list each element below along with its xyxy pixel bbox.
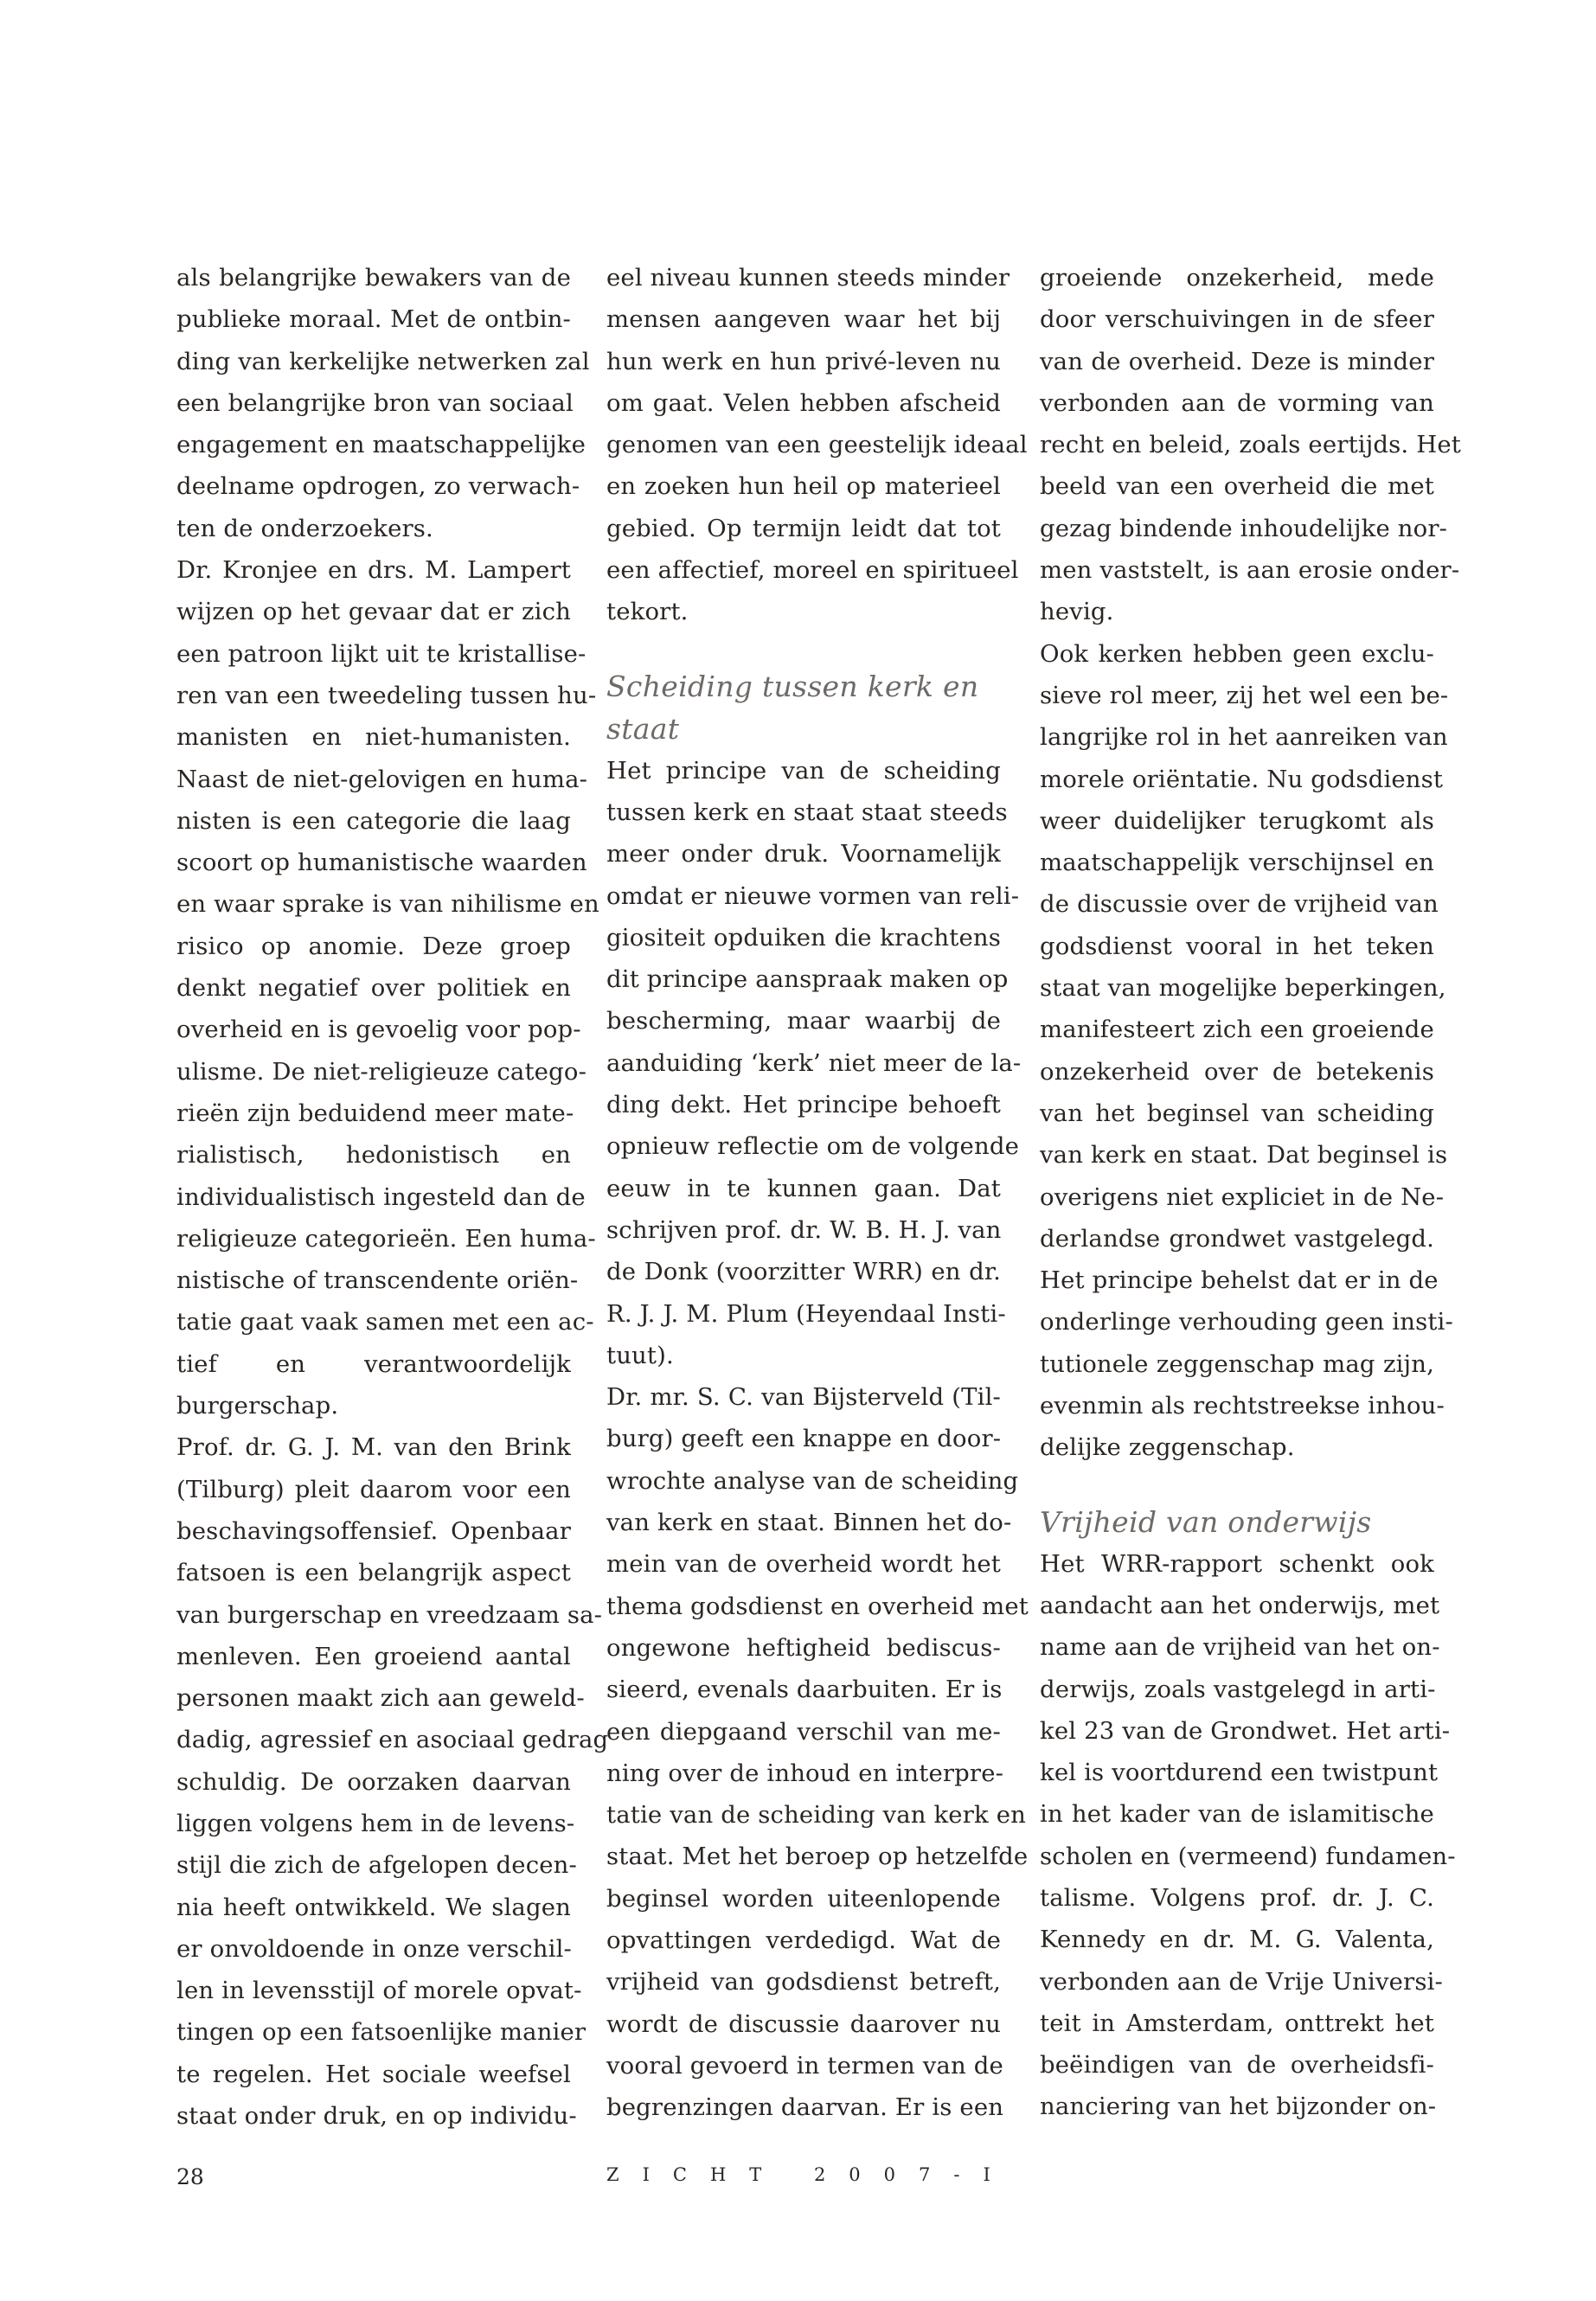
text-line: een diepgaand verschil van me-: [606, 1717, 1001, 1746]
section-heading: [1040, 1501, 1434, 1543]
text-line: mensen aangeven waar het bij: [606, 305, 1001, 334]
paragraph: [176, 257, 590, 549]
text-line: men vaststelt, is aan erosie onder-: [1040, 556, 1460, 585]
paragraph: [606, 1376, 1029, 2128]
text-line: dadig, agressief en asociaal gedrag: [176, 1726, 609, 1754]
text-line: tussen kerk en staat staat steeds: [606, 798, 1008, 826]
text-line: vooral gevoerd in termen van de: [606, 2051, 1003, 2080]
text-line: begrenzingen daarvan. Er is een: [606, 2093, 1004, 2122]
text-line: beschavingsoffensief. Openbaar: [176, 1516, 571, 1545]
text-line: dit principe aanspraak maken op: [606, 965, 1009, 994]
text-line: evenmin als rechtstreekse inhou-: [1040, 1392, 1445, 1420]
text-line: tatie gaat vaak samen met een ac-: [176, 1308, 594, 1336]
text-line: fatsoen is een belangrijk aspect: [176, 1559, 571, 1587]
text-line: derlandse grondwet vastgelegd.: [1040, 1224, 1434, 1253]
text-line: ulisme. De niet-religieuze catego-: [176, 1057, 587, 1086]
text-line: manisten en niet-humanisten.: [176, 723, 571, 752]
text-line: om gaat. Velen hebben afscheid: [606, 388, 1001, 417]
text-line: burg) geeft een knappe en door-: [606, 1425, 1002, 1453]
text-line: hun werk en hun privé-leven nu: [606, 347, 1001, 375]
text-line: staat. Met het beroep op hetzelfde: [606, 1843, 1029, 1871]
text-line: nanciering van het bijzonder on-: [1040, 2093, 1437, 2121]
text-line: sieerd, evenals daarbuiten. Er is: [606, 1676, 1003, 1704]
text-line: publieke moraal. Met de ontbin-: [176, 305, 571, 334]
paragraph: [1040, 633, 1453, 1469]
text-line: thema godsdienst en overheid met: [606, 1592, 1029, 1620]
text-line: Het principe van de scheiding: [606, 756, 1001, 785]
paragraph: [176, 1426, 609, 2137]
text-line: scholen en (vermeend) fundamen-: [1040, 1842, 1456, 1870]
text-line: beginsel worden uiteenlopende: [606, 1884, 1001, 1913]
text-line: tingen op een fatsoenlijke manier: [176, 2018, 586, 2047]
text-column-3: [1040, 257, 1461, 2128]
text-line: Naast de niet-gelovigen en huma-: [176, 765, 588, 793]
paragraph: [176, 549, 599, 1426]
text-line: verbonden aan de Vrije Universi-: [1040, 1967, 1444, 1996]
text-line: burgerschap.: [176, 1392, 339, 1420]
text-line: religieuze categorieën. Een huma-: [176, 1224, 596, 1253]
text-line: engagement en maatschappelijke: [176, 431, 586, 459]
text-line: onderlinge verhouding geen insti-: [1040, 1308, 1453, 1336]
text-line: omdat er nieuwe vormen van reli-: [606, 881, 1020, 910]
text-line: risico op anomie. Deze groep: [176, 932, 571, 960]
text-line: en zoeken hun heil op materieel: [606, 472, 1001, 501]
text-line: ding dekt. Het principe behoeft: [606, 1091, 1001, 1119]
text-line: Dr. Kronjee en drs. M. Lampert: [176, 556, 571, 585]
text-line: als belangrijke bewakers van de: [176, 264, 571, 292]
text-line: Ook kerken hebben geen exclu-: [1040, 639, 1434, 668]
text-line: weer duidelijker terugkomt als: [1040, 806, 1434, 835]
text-line: staat van mogelijke beperkingen,: [1040, 974, 1446, 1003]
section-heading-line: staat: [606, 711, 680, 746]
text-line: Kennedy en dr. M. G. Valenta,: [1040, 1926, 1434, 1954]
text-line: groeiende onzekerheid, mede: [1040, 264, 1434, 292]
text-line: een belangrijke bron van sociaal: [176, 388, 574, 417]
text-line: de Donk (voorzitter WRR) en dr.: [606, 1258, 1001, 1286]
text-line: liggen volgens hem in de levens-: [176, 1809, 575, 1837]
section-heading: [606, 665, 1001, 750]
text-line: in het kader van de islamitische: [1040, 1800, 1434, 1829]
text-line: gezag bindende inhoudelijke nor-: [1040, 514, 1448, 542]
text-line: hevig.: [1040, 598, 1114, 626]
text-line: morele oriëntatie. Nu godsdienst: [1040, 765, 1444, 793]
text-line: personen maakt zich aan geweld-: [176, 1684, 585, 1713]
text-line: opnieuw reflectie om de volgende: [606, 1132, 1020, 1161]
text-line: manifesteert zich een groeiende: [1040, 1016, 1434, 1044]
text-line: wordt de discussie daarover nu: [606, 2009, 1001, 2038]
page-number: 28: [176, 2164, 204, 2189]
text-line: staat onder druk, en op individu-: [176, 2102, 577, 2131]
text-line: nisten is een categorie die laag: [176, 806, 571, 835]
text-line: sieve rol meer, zij het wel een be-: [1040, 681, 1449, 709]
text-line: van burgerschap en vreedzaam sa-: [176, 1600, 603, 1629]
text-line: langrijke rol in het aanreiken van: [1040, 723, 1448, 752]
text-line: beëindigen van de overheidsfi-: [1040, 2051, 1434, 2080]
text-column-2: [606, 257, 1029, 2128]
paragraph: [606, 750, 1022, 1376]
text-line: denkt negatief over politiek en: [176, 974, 571, 1003]
text-line: een affectief, moreel en spiritueel: [606, 556, 1019, 585]
text-line: scoort op humanistische waarden: [176, 849, 587, 877]
text-line: talisme. Volgens prof. dr. J. C.: [1040, 1883, 1434, 1912]
text-line: giositeit opduiken die krachtens: [606, 923, 1001, 952]
text-line: Dr. mr. S. C. van Bijsterveld (Til-: [606, 1383, 1001, 1412]
paragraph: [606, 257, 1028, 633]
text-line: eeuw in te kunnen gaan. Dat: [606, 1174, 1001, 1202]
text-line: opvattingen verdedigd. Wat de: [606, 1926, 1001, 1954]
text-line: tuut).: [606, 1341, 674, 1369]
text-line: tatie van de scheiding van kerk en: [606, 1801, 1027, 1830]
text-line: teit in Amsterdam, onttrekt het: [1040, 2009, 1434, 2037]
text-line: stijl die zich de afgelopen decen-: [176, 1851, 577, 1880]
text-line: de discussie over de vrijheid van: [1040, 890, 1439, 919]
text-line: tief en verantwoordelijk: [176, 1349, 571, 1378]
text-line: recht en beleid, zoals eertijds. Het: [1040, 431, 1461, 459]
paragraph: [1040, 1543, 1456, 2128]
text-line: aanduiding ‘kerk’ niet meer de la-: [606, 1048, 1022, 1077]
text-line: maatschappelijk verschijnsel en: [1040, 849, 1434, 877]
paragraph: [1040, 257, 1461, 633]
text-line: van de overheid. Deze is minder: [1040, 347, 1434, 375]
text-line: delijke zeggenschap.: [1040, 1433, 1295, 1462]
text-line: ten de onderzoekers.: [176, 514, 433, 542]
text-line: rialistisch, hedonistisch en: [176, 1141, 571, 1170]
text-line: Het WRR-rapport schenkt ook: [1040, 1549, 1434, 1578]
text-line: beeld van een overheid die met: [1040, 472, 1434, 501]
text-line: Prof. dr. G. J. M. van den Brink: [176, 1433, 571, 1462]
text-line: individualistisch ingesteld dan de: [176, 1183, 586, 1211]
text-line: wrochte analyse van de scheiding: [606, 1466, 1019, 1495]
text-line: van kerk en staat. Binnen het do-: [606, 1509, 1012, 1537]
text-line: kel is voortdurend een twistpunt: [1040, 1759, 1439, 1787]
text-line: Het principe behelst dat er in de: [1040, 1266, 1439, 1295]
text-line: overigens niet expliciet in de Ne-: [1040, 1183, 1445, 1211]
text-line: kel 23 van de Grondwet. Het arti-: [1040, 1716, 1451, 1745]
text-line: onzekerheid over de betekenis: [1040, 1057, 1434, 1086]
section-heading-line: Scheiding tussen kerk en: [606, 669, 979, 703]
text-line: menleven. Een groeiend aantal: [176, 1642, 571, 1670]
text-line: meer onder druk. Voornamelijk: [606, 840, 1001, 868]
text-line: (Tilburg) pleit daarom voor een: [176, 1475, 571, 1503]
text-line: eel niveau kunnen steeds minder: [606, 264, 1010, 292]
text-line: ren van een tweedeling tussen hu-: [176, 681, 597, 709]
text-line: verbonden aan de vorming van: [1040, 388, 1434, 417]
text-line: R. J. J. M. Plum (Heyendaal Insti-: [606, 1299, 1006, 1328]
text-line: ding van kerkelijke netwerken zal: [176, 347, 590, 375]
text-line: gebied. Op termijn leidt dat tot: [606, 514, 1001, 542]
text-column-1: [176, 257, 609, 2137]
text-line: mein van de overheid wordt het: [606, 1550, 1001, 1579]
text-line: rieën zijn beduidend meer mate-: [176, 1099, 574, 1127]
text-line: len in levensstijl of morele opvat-: [176, 1977, 582, 2005]
text-line: schuldig. De oorzaken daarvan: [176, 1767, 571, 1796]
text-line: tekort.: [606, 598, 689, 626]
text-line: nia heeft ontwikkeld. We slagen: [176, 1893, 571, 1921]
text-line: overheid en is gevoelig voor pop-: [176, 1016, 581, 1044]
text-line: deelname opdrogen, zo verwach-: [176, 472, 580, 501]
text-line: en waar sprake is van nihilisme en: [176, 890, 599, 919]
text-line: van het beginsel van scheiding: [1040, 1099, 1434, 1127]
text-line: ongewone heftigheid bediscus-: [606, 1633, 1001, 1662]
text-line: genomen van een geestelijk ideaal: [606, 431, 1028, 459]
text-line: nistische of transcendente oriën-: [176, 1266, 579, 1295]
text-line: aandacht aan het onderwijs, met: [1040, 1591, 1440, 1619]
running-footer-title: ZICHT 2007-I: [606, 2164, 1014, 2185]
text-line: door verschuivingen in de sfeer: [1040, 305, 1434, 334]
text-line: godsdienst vooral in het teken: [1040, 932, 1434, 960]
section-heading-line: Vrijheid van onderwijs: [1040, 1504, 1372, 1539]
text-line: te regelen. Het sociale weefsel: [176, 2060, 571, 2088]
text-line: ning over de inhoud en interpre-: [606, 1759, 1004, 1787]
text-line: derwijs, zoals vastgelegd in arti-: [1040, 1675, 1436, 1703]
text-line: tutionele zeggenschap mag zijn,: [1040, 1349, 1434, 1378]
text-line: een patroon lijkt uit te kristallise-: [176, 639, 586, 668]
text-line: bescherming, maar waarbij de: [606, 1007, 1001, 1035]
text-line: van kerk en staat. Dat beginsel is: [1040, 1141, 1448, 1170]
text-line: name aan de vrijheid van het on-: [1040, 1633, 1440, 1662]
text-line: er onvoldoende in onze verschil-: [176, 1934, 572, 1963]
text-line: schrijven prof. dr. W. B. H. J. van: [606, 1215, 1002, 1244]
text-line: vrijheid van godsdienst betreft,: [606, 1968, 1001, 1997]
text-line: wijzen op het gevaar dat er zich: [176, 598, 571, 626]
